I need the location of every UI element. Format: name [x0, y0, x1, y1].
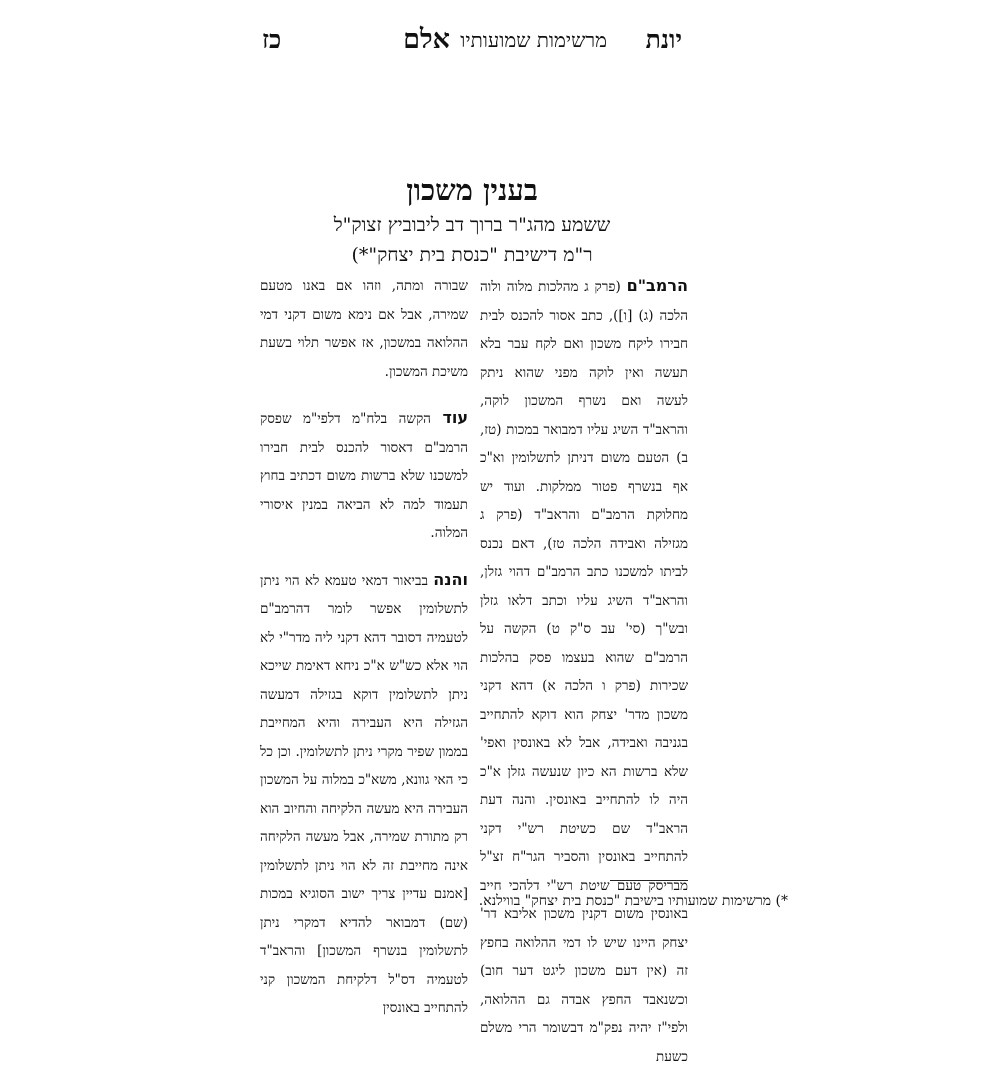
paragraph-text: בביאור דמאי טעמא לא הוי ניתן לתשלומין אפשר לומר דהרמב"ם לטעמיה דסובר דהא דקני ליה מדר"י לא הוי אלא כש"ש א"כ ניחא דאימת שייכא ניתן לתשלומין דוקא בגזילה דמעשה הגזילה היא העבירה והיא המחייבת בממון שפיר מקרי ניתן לתשלומין. וכן כל כי האי גוונא, משא"כ במלוה על המשכון העבירה היא מעשה הלקיחה והחיוב הוא רק מתורת שמירה, אבל מעשה הלקיחה אינה מחייבת זה לא הוי ניתן לתשלומין [אמנם עדיין צריך ישוב הסוגיא במכות (שם) דמבואר להדיא דמקרי ניתן לתשלומין בנשרף המשכון] והראב"ד לטעמיה דס"ל דלקיחת המשכון קני להתחייב באונסין	[260, 572, 468, 1016]
footnote: *) מרשימות שמועותיו בישיבת "כנסת בית יצחק" בווילנא.	[478, 893, 788, 909]
article-title: בענין משכון	[406, 173, 538, 207]
running-head-title-word-left: אלם	[403, 24, 450, 55]
left-column-paragraph-1: שבורה ומתה, וזהו אם באנו מטעם שמירה, אבל אם נימא משום דקני דמי ההלואה במשכון, אז אפשר תלוי בשעת משיכת המשכון.	[260, 278, 468, 380]
paragraph-text: (פרק ג מהלכות מלוה ולוה הלכה (ג) [ו]), כתב אסור להכנס לבית חבירו ליקח משכון ואם לקח עבר בלא תעשה ואין לוקה מפני שהוא ניתק לעשה ואם נשרף המשכון לוקה, והראב"ד השיג עליו דמבואר במכות (טז, ב) הטעם משום דניתן לתשלומין וא"כ אף בנשרף פטור ממלקות. ועוד יש מחלוקת הרמב"ם והראב"ד (פרק ג מגזילה ואבידה הלכה טז), דאם נכנס לביתו למשכנו כתב הרמב"ם דהוי גזלן, והראב"ד השיג עליו וכתב דלאו גזלן ובש"ך (סי' עב ס"ק ט) הקשה על הרמב"ם שהוא בעצמו פסק בהלכות שכירות (פרק ו הלכה א) דהא דקני משכון מדר' יצחק הוא דוקא להתחייב בגניבה ואבידה, אבל לא באונסין ואפי' שלא ברשות הא כיון שנעשה גזלן א"כ היה לו להתחייב באונסין. והנה דעת הראב"ד שם כשיטת רש"י דקני להתחייב באונסין והסביר הגר"ח זצ"ל מבריסק טעם שיטת רש"י דלהכי חייב באונסין משום דקנין משכון אליבא דר' יצחק היינו שיש לו דמי ההלואה בחפץ זה (אין דעם משכון ליגט דער חוב) וכשנאבד החפץ אבדה גם ההלואה, ולפי"ז יהיה נפק"מ דבשומר הרי משלם כשעת	[480, 279, 688, 1065]
paragraph-lead-word: עוד	[442, 408, 468, 427]
paragraph-text: הקשה בלח"מ דלפי"מ שפסק הרמב"ם דאסור להכנס לבית חבירו למשכנו שלא ברשות משום דכתיב בחוץ תעמוד למה לא הביאה במנין איסורי המלוה.	[260, 411, 468, 541]
running-head	[262, 22, 682, 62]
right-column-paragraph	[480, 272, 688, 1071]
paragraph-lead-word: הרמב"ם	[626, 276, 688, 295]
left-column-paragraph-3	[260, 566, 468, 1023]
article-header	[262, 170, 682, 270]
article-subtitle-line2: ר"מ דישיבת "כנסת בית יצחק"*)	[351, 244, 593, 266]
running-head-center-text: מרשימות שמועותיו	[460, 28, 607, 52]
footnote-divider	[610, 880, 688, 881]
paragraph-lead-word: והנה	[433, 569, 468, 589]
left-column-paragraph-2	[260, 404, 468, 548]
page-number: כז	[262, 25, 282, 54]
running-head-title-word-right: יונת	[645, 25, 682, 54]
article-subtitle-line1: ששמע מהג"ר ברוך דב ליבוביץ זצוק"ל	[333, 214, 611, 236]
left-column	[260, 272, 468, 1016]
